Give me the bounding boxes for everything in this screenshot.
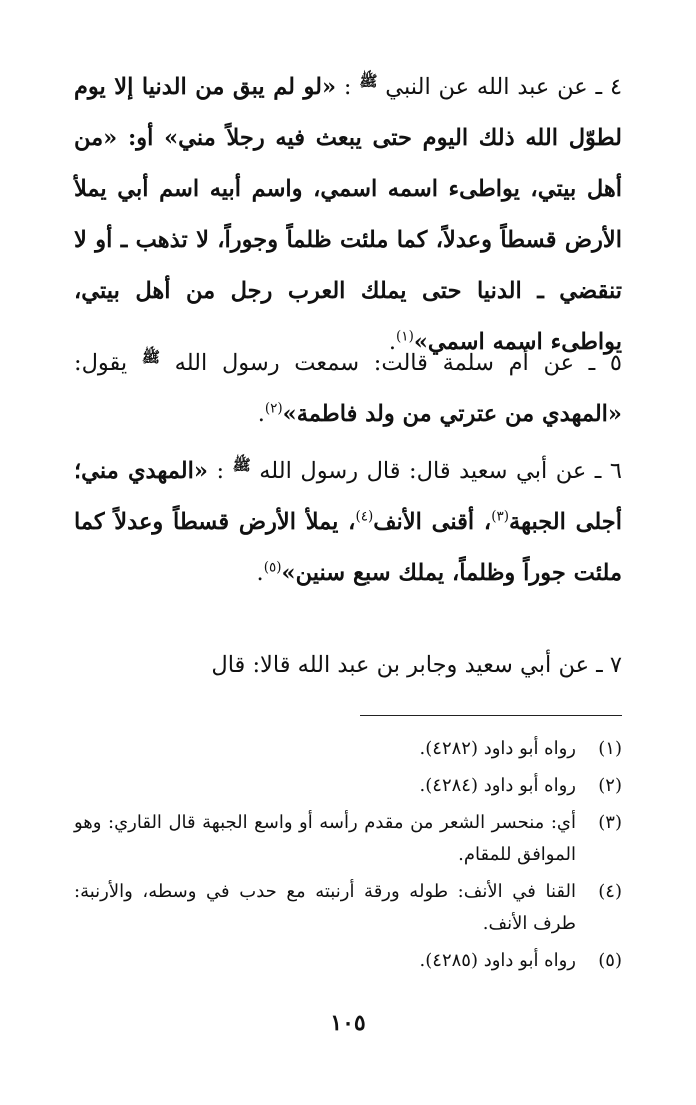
footnote-number: (٢): [598, 775, 622, 796]
footnote-text: القنا في الأنف: طوله ورقة أرنبته مع حدب في وسطه، والأرنبة: طرف الأنف.: [74, 881, 576, 934]
hadith-5-intro-end: يقول:: [74, 350, 128, 376]
footnote-ref-1[interactable]: (١): [396, 328, 414, 345]
hadith-6-end: .: [256, 560, 264, 586]
footnote-ref-5[interactable]: (٥): [263, 559, 282, 576]
hadith-5-intro: ٥ ـ عن أم سلمة قالت: سمعت رسول الله: [174, 350, 623, 376]
footnote-text: أي: منحسر الشعر من مقدم رأسه أو واسع الجبهة قال القاري: وهو الموافق للمقام.: [74, 812, 576, 865]
hadith-4-intro-end: :: [343, 74, 352, 100]
footnote-number: (٥): [598, 950, 622, 971]
hadith-4-end: .: [388, 329, 397, 355]
footnote-item: [74, 945, 622, 977]
hadith-6-text-a: «المهدي مني؛ أجلى الجبهة: [74, 458, 622, 535]
hadith-6: ٦ ـ عن أبي سعيد قال: قال رسول الله ﷺ : «المهدي مني؛ أجلى الجبهة$^{(٣)}$، أقنى الأنف$^{(٤)}$، يملأ الأرض قسطاً وعدلاً كما ملئت جوراً وظلماً، يملك سبع سنين»$^{(٥)}$.: [74, 455, 623, 586]
footnote-ref-4[interactable]: (٤): [355, 508, 374, 525]
hadith-4-text: «لو لم يبق من الدنيا إلا يوم لطوّل الله ذلك اليوم حتى يبعث فيه رجلاً مني» أو: «من أهل بيتي، يواطىء اسمه اسمي، واسم أبيه اسم أبي يملأ الأرض قسطاً وعدلاً، كما ملئت ظلماً وجوراً، لا تذهب ـ أو لا تنقضي ـ الدنيا حتى يملك العرب رجل من أهل بيتي، يواطىء اسمه اسمي»: [74, 74, 622, 355]
hadith-5-text: «المهدي من عترتي من ولد فاطمة»: [282, 401, 622, 427]
footnote-divider: [360, 715, 622, 716]
hadith-6-text-c: ، يملأ الأرض قسطاً وعدلاً كما ملئت جوراً وظلماً، يملك سبع سنين»: [74, 509, 622, 586]
hadith-4-intro: ٤ ـ عن عبد الله عن النبي: [385, 74, 623, 100]
footnote-text: رواه أبو داود (٤٢٨٥).: [419, 950, 576, 971]
footnote-item: [74, 807, 622, 871]
hadith-5-end: .: [257, 401, 265, 427]
footnotes: [74, 733, 622, 982]
footnote-number: (٤): [598, 881, 622, 902]
hadith-6-text-b: ، أقنى الأنف: [373, 509, 492, 535]
hadith-7: [74, 640, 622, 691]
footnote-text: رواه أبو داود (٤٢٨٢).: [419, 738, 576, 759]
hadith-6-intro: ٦ ـ عن أبي سعيد قال: قال رسول الله: [259, 458, 623, 484]
hadith-5: ٥ ـ عن أم سلمة قالت: سمعت رسول الله ﷺ يقول: «المهدي من عترتي من ولد فاطمة»$^{(٢)}$.: [74, 347, 623, 427]
footnote-number: (١): [598, 738, 622, 759]
footnote-text: رواه أبو داود (٤٢٨٤).: [419, 775, 576, 796]
footnote-ref-3[interactable]: (٣): [491, 508, 510, 525]
footnote-number: (٣): [598, 812, 622, 833]
hadith-7-intro: ٧ ـ عن أبي سعيد وجابر بن عبد الله قالا: قال: [211, 652, 622, 678]
footnote-item: [74, 876, 622, 940]
hadith-6-intro-end: :: [216, 458, 225, 484]
footnote-item: [74, 770, 622, 802]
page-number: ١٠٥: [330, 1010, 366, 1036]
hadith-4: ٤ ـ عن عبد الله عن النبي ﷺ : «لو لم يبق من الدنيا إلا يوم لطوّل الله ذلك اليوم حتى يبعث فيه رجلاً مني» أو: «من أهل بيتي، يواطىء اسمه اسمي، واسم أبيه اسم أبي يملأ الأرض قسطاً وعدلاً، كما ملئت ظلماً وجوراً، لا تذهب ـ أو لا تنقضي ـ الدنيا حتى يملك العرب رجل من أهل بيتي، يواطىء اسمه اسمي»$^{(١)}$.: [74, 71, 623, 355]
footnote-item: [74, 733, 622, 765]
footnote-ref-2[interactable]: (٢): [264, 400, 283, 417]
